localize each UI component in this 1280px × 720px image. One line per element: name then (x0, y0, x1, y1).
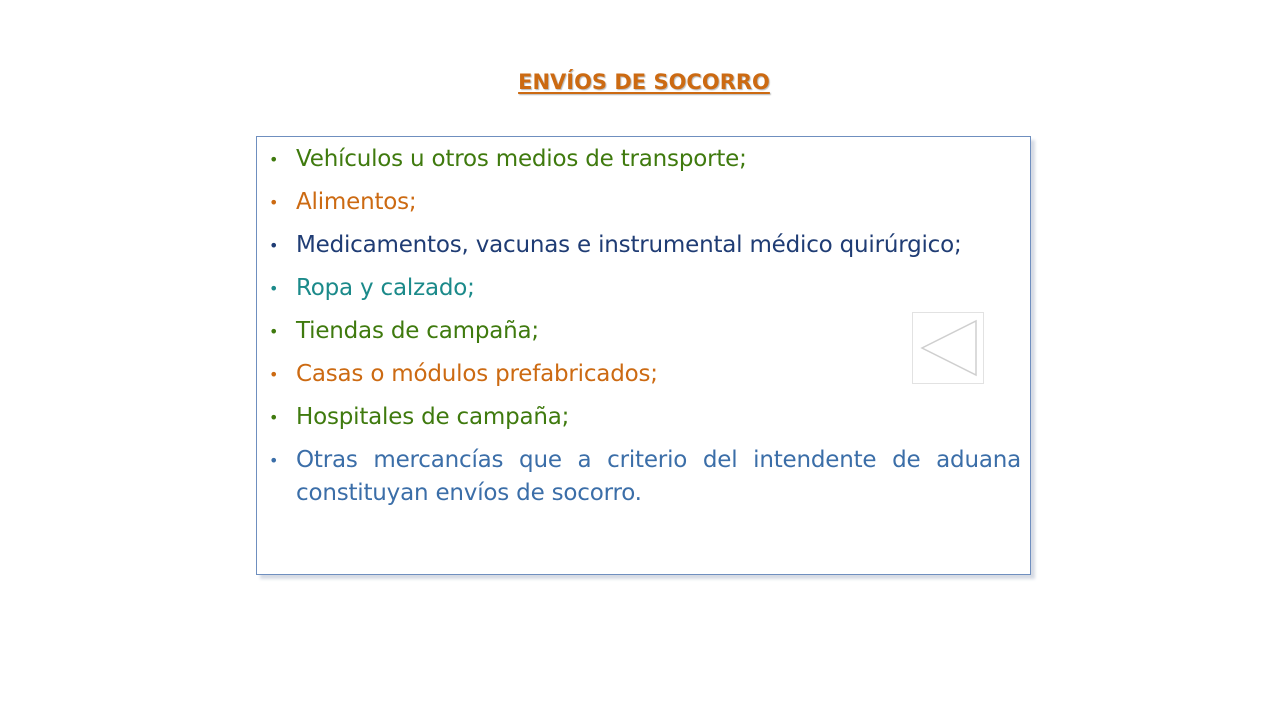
list-item-text: Medicamentos, vacunas e instrumental médico quirúrgico; (296, 232, 962, 258)
list-item (269, 315, 1021, 348)
list-item (269, 401, 1021, 434)
list-item-text: Hospitales de campaña; (296, 404, 570, 430)
bullet-icon: • (269, 451, 279, 470)
item-list (269, 143, 1021, 520)
list-item (269, 272, 1021, 305)
bullet-icon: • (269, 365, 279, 384)
list-item (269, 143, 1021, 176)
bullet-icon: • (269, 408, 279, 427)
list-item (269, 444, 1021, 510)
bullet-icon: • (269, 322, 279, 341)
list-item (269, 358, 1021, 391)
back-button[interactable] (912, 312, 984, 384)
list-item-text: Vehículos u otros medios de transporte; (296, 146, 747, 172)
list-item-text: Otras mercancías que a criterio del intendente de aduana constituyan envíos de socorro. (296, 447, 1021, 506)
list-item-text: Alimentos; (296, 189, 417, 215)
bullet-icon: • (269, 236, 279, 255)
bullet-icon: • (269, 193, 279, 212)
slide-title: ENVÍOS DE SOCORRO (518, 70, 770, 94)
list-item-text: Casas o módulos prefabricados; (296, 361, 658, 387)
triangle-left-icon (913, 313, 983, 383)
bullet-icon: • (269, 279, 279, 298)
list-item (269, 186, 1021, 219)
bullet-icon: • (269, 150, 279, 169)
list-item-text: Tiendas de campaña; (296, 318, 539, 344)
list-item-text: Ropa y calzado; (296, 275, 475, 301)
list-item (269, 229, 1021, 262)
